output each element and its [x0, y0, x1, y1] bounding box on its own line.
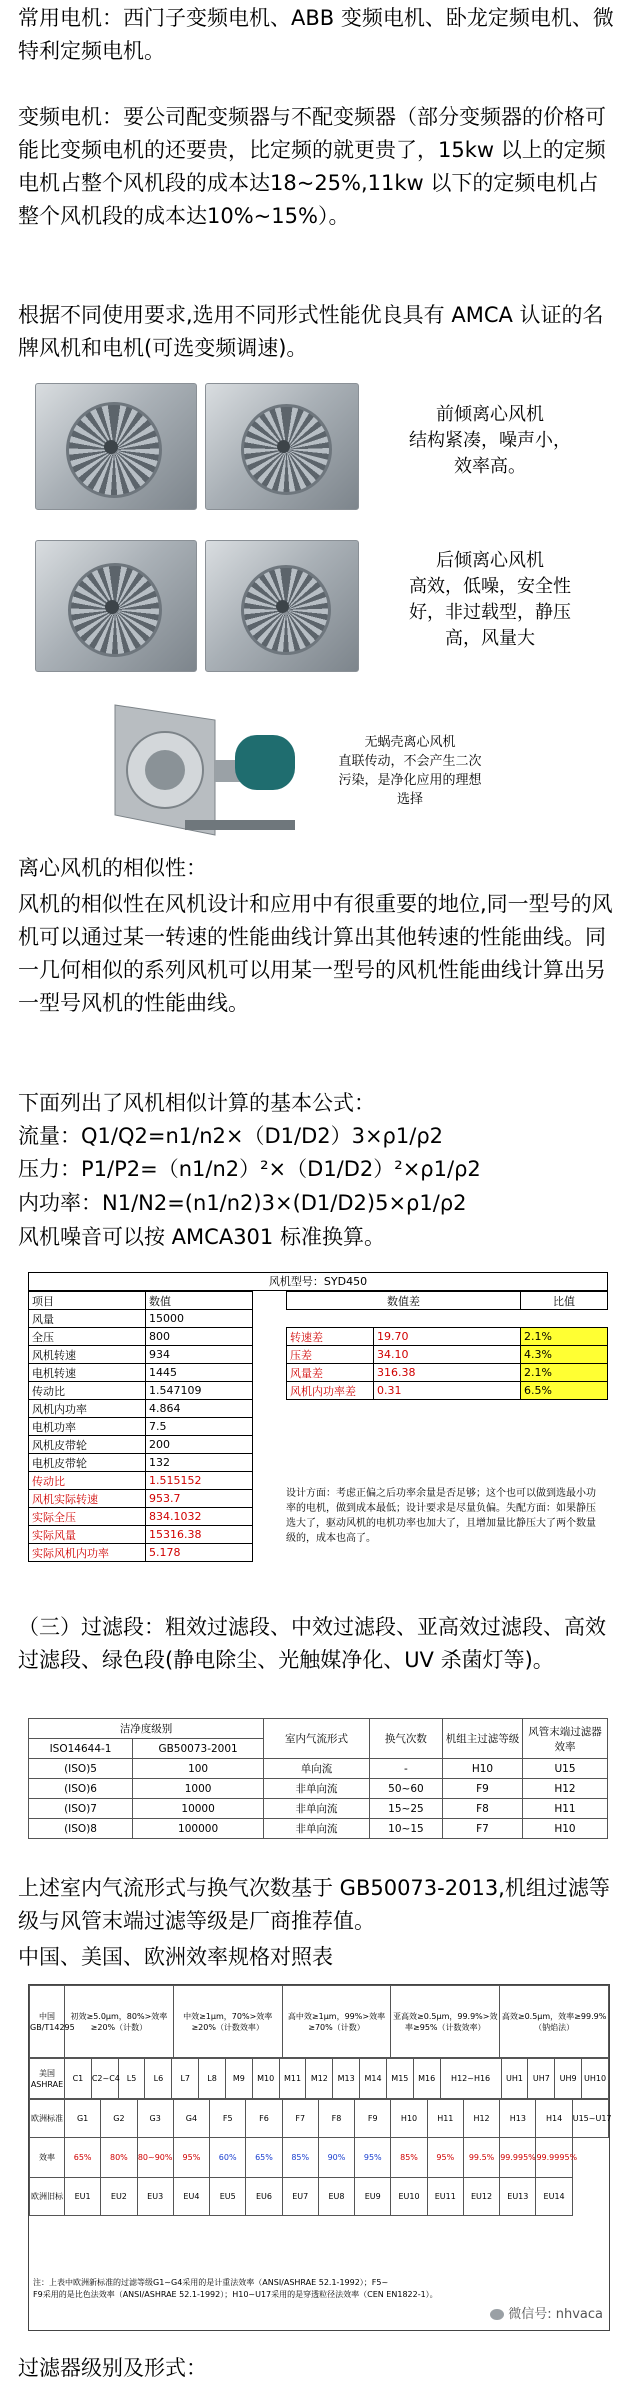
row-label: 风机转速 — [29, 1346, 146, 1364]
eu-cell: H10 — [391, 2100, 427, 2138]
row-value: 1445 — [146, 1364, 253, 1382]
eff-label: 效率 — [30, 2138, 65, 2178]
cell: F7 — [443, 1819, 523, 1839]
row-value: 1.547109 — [146, 1382, 253, 1400]
backward-fan-image-2 — [205, 540, 359, 672]
eu-cell: G4 — [173, 2100, 209, 2138]
diff-label: 压差 — [287, 1346, 374, 1364]
intro-motors: 常用电机：西门子变频电机、ABB 变频电机、卧龙定频电机、微特利定频电机。 — [18, 6, 614, 63]
backward-fan-desc-3: 高，风量大 — [445, 628, 535, 649]
noise-note: 风机噪音可以按 AMCA301 标准换算。 — [18, 1225, 385, 1249]
forward-fan-caption — [365, 402, 615, 480]
fan-values-table — [28, 1291, 253, 1562]
spacer — [287, 1310, 608, 1328]
row-value: 953.7 — [146, 1490, 253, 1508]
us-cell: L5 — [118, 2059, 145, 2099]
watermark-text: 微信号: nhvaca — [508, 2307, 603, 2322]
eurovent-cell: EU7 — [282, 2178, 318, 2216]
eu-cell: H13 — [500, 2100, 536, 2138]
intro-inverter: 变频电机：要公司配变频器与不配变频器（部分变频器的价格可能比变频电机的还要贵，比定频的就更贵了，15kw 以上的定频电机占整个风机段的成本达18~25%,11kw 以下的定频电机占整个风机段的成本达10%~15%）。 — [18, 105, 606, 228]
plug-fan-desc-3: 选择 — [396, 792, 423, 807]
cell: 非单向流 — [264, 1779, 370, 1799]
cell: 50~60 — [369, 1779, 442, 1799]
row-label: 电机功率 — [29, 1418, 146, 1436]
eff-cell: 85% — [391, 2138, 427, 2178]
similarity-heading: 离心风机的相似性： — [18, 856, 207, 880]
row-label: 风量 — [29, 1310, 146, 1328]
header-flow: 室内气流形式 — [264, 1719, 370, 1759]
cell: U15 — [523, 1759, 608, 1779]
eu-cell: F5 — [210, 2100, 246, 2138]
cell: 非单向流 — [264, 1799, 370, 1819]
header-grade: 洁净度级别 — [29, 1719, 264, 1739]
head-cell: 初效≥5.0μm，80%>效率≥20%（计数） — [65, 1986, 174, 2058]
header-diff: 数值差 — [287, 1292, 521, 1310]
backward-fan-caption — [365, 548, 615, 652]
row-label: 电机转速 — [29, 1364, 146, 1382]
eu-cell: G1 — [65, 2100, 101, 2138]
us-cell: M15 — [386, 2059, 413, 2099]
eu-cell: H12 — [463, 2100, 499, 2138]
forward-fan-image-2 — [205, 383, 359, 510]
eu-cell: U15~U17 — [572, 2100, 608, 2138]
us-cell: UH9 — [555, 2059, 582, 2099]
eff-cell: 85% — [282, 2138, 318, 2178]
eu-cell: F8 — [318, 2100, 354, 2138]
cell: H10 — [523, 1819, 608, 1839]
cell: 10000 — [133, 1799, 264, 1819]
cell: 单向流 — [264, 1759, 370, 1779]
row-value: 7.5 — [146, 1418, 253, 1436]
head-cell: 高中效≥1μm，99%>效率≥70%（计数） — [282, 1986, 391, 2058]
diff-label: 转速差 — [287, 1328, 374, 1346]
similarity-body: 风机的相似性在风机设计和应用中有很重要的地位,同一型号的风机可以通过某一转速的性能曲线计算出其他转速的性能曲线。同一几何相似的系列风机可以用某一型号的风机性能曲线计算出另一型号风机的性能曲线。 — [18, 892, 613, 1015]
cell: (ISO)6 — [29, 1779, 133, 1799]
eurovent-cell: EU1 — [65, 2178, 101, 2216]
standards-title: 中国、美国、欧洲效率规格对照表 — [18, 1945, 333, 1969]
forward-fan-desc-2: 效率高。 — [454, 456, 526, 477]
cell: 1000 — [133, 1779, 264, 1799]
footnote-line-1: 注：上表中欧洲新标准的过滤等级G1~G4采用的是计重法效率（ANSI/ASHRAE 52.1-1992）；F5~ — [33, 2278, 389, 2287]
cell: H11 — [523, 1799, 608, 1819]
eurovent-cell: EU5 — [210, 2178, 246, 2216]
cell: (ISO)8 — [29, 1819, 133, 1839]
eu-cell: F6 — [246, 2100, 282, 2138]
footnote-line-2: F9采用的是比色法效率（ANSI/ASHRAE 52.1-1992）；H10~U17采用的是穿透粒径法效率（CEN EN1822-1）。 — [33, 2290, 438, 2299]
cell: 100 — [133, 1759, 264, 1779]
us-label: 美国ASHRAE — [30, 2059, 65, 2099]
eff-cell: 95% — [427, 2138, 463, 2178]
fan-diff-table — [286, 1291, 608, 1400]
diff-value: 34.10 — [374, 1346, 521, 1364]
cell: 10~15 — [369, 1819, 442, 1839]
cell: H12 — [523, 1779, 608, 1799]
us-cell: M10 — [252, 2059, 279, 2099]
eurovent-cell: EU14 — [536, 2178, 572, 2216]
us-cell: UH1 — [501, 2059, 528, 2099]
us-cell: L8 — [199, 2059, 226, 2099]
header-terminal: 风管末端过滤器效率 — [523, 1719, 608, 1759]
row-label: 实际风机内功率 — [29, 1544, 146, 1562]
forward-fan-title: 前倾离心风机 — [436, 404, 544, 425]
cleanliness-table — [28, 1718, 608, 1839]
header-unit: 机组主过滤等级 — [443, 1719, 523, 1759]
eu-cell: G2 — [101, 2100, 137, 2138]
eurovent-cell: EU13 — [500, 2178, 536, 2216]
formula-intro: 下面列出了风机相似计算的基本公式： — [18, 1091, 375, 1115]
eu-cell: F9 — [355, 2100, 391, 2138]
eff-cell: 99.5% — [463, 2138, 499, 2178]
row-label: 传动比 — [29, 1472, 146, 1490]
header-iso: ISO14644-1 — [29, 1739, 133, 1759]
diff-ratio: 2.1% — [521, 1328, 608, 1346]
eu-cell: H14 — [536, 2100, 572, 2138]
row-value: 934 — [146, 1346, 253, 1364]
eff-cell: 80% — [101, 2138, 137, 2178]
wechat-watermark — [490, 2303, 603, 2322]
forward-fan-desc-1: 结构紧凑，噪声小， — [409, 430, 571, 451]
formula-flow: 流量：Q1/Q2=n1/n2×（D1/D2）3×ρ1/ρ2 — [18, 1124, 444, 1148]
us-cell: M16 — [413, 2059, 440, 2099]
us-cell: H12~H16 — [440, 2059, 501, 2099]
eurovent-label: 欧洲旧标 — [30, 2178, 65, 2216]
formula-power: 内功率：N1/N2=(n1/n2)3×(D1/D2)5×ρ1/ρ2 — [18, 1191, 467, 1215]
eff-cell: 99.9995% — [536, 2138, 572, 2178]
row-label: 实际全压 — [29, 1508, 146, 1526]
filter-level-heading: 过滤器级别及形式： — [18, 2356, 207, 2380]
fan-selection-table — [28, 1272, 608, 1617]
us-cell: M9 — [225, 2059, 252, 2099]
row-label: 实际风量 — [29, 1526, 146, 1544]
plug-fan-desc-1: 直联传动，不会产生二次 — [338, 754, 482, 769]
plug-fan-image — [95, 685, 310, 845]
cell: H10 — [443, 1759, 523, 1779]
backward-fan-title: 后倾离心风机 — [436, 550, 544, 571]
filter-section-text: （三）过滤段：粗效过滤段、中效过滤段、亚高效过滤段、高效过滤段、绿色段(静电除尘、光触媒净化、UV 杀菌灯等)。 — [18, 1615, 606, 1672]
head-cell: 高效≥0.5μm，效率≥99.9%（钠焰法） — [500, 1986, 609, 2058]
standards-footnote — [33, 2277, 438, 2301]
plug-fan-title: 无蜗壳离心风机 — [364, 735, 456, 750]
head-cell: 亚高效≥0.5μm，99.9%>效率≥95%（计数效率） — [391, 1986, 500, 2058]
row-value: 132 — [146, 1454, 253, 1472]
eu-label: 欧洲标准 — [30, 2100, 65, 2138]
forward-fan-image-1 — [35, 383, 197, 510]
header-value: 数值 — [146, 1292, 253, 1310]
backward-fan-desc-1: 高效，低噪，安全性 — [409, 576, 571, 597]
cell: (ISO)5 — [29, 1759, 133, 1779]
row-label: 风机皮带轮 — [29, 1436, 146, 1454]
row-label: 风机实际转速 — [29, 1490, 146, 1508]
header-gb: GB50073-2001 — [133, 1739, 264, 1759]
header-ach: 换气次数 — [369, 1719, 442, 1759]
header-item: 项目 — [29, 1292, 146, 1310]
us-cell: L7 — [172, 2059, 199, 2099]
eurovent-cell: EU4 — [173, 2178, 209, 2216]
after-table-note: 上述室内气流形式与换气次数基于 GB50073-2013,机组过滤等级与风管末端过滤等级是厂商推荐值。 — [18, 1876, 610, 1933]
head-cell: 中国GB/T14295 — [30, 1986, 65, 2058]
us-cell: C2~C4 — [91, 2059, 118, 2099]
eff-cell: 60% — [210, 2138, 246, 2178]
row-value: 200 — [146, 1436, 253, 1454]
backward-fan-desc-2: 好，非过载型，静压 — [409, 602, 571, 623]
cell: (ISO)7 — [29, 1799, 133, 1819]
eu-cell: G3 — [137, 2100, 173, 2138]
cell: F9 — [443, 1779, 523, 1799]
row-value: 15000 — [146, 1310, 253, 1328]
diff-label: 风机内功率差 — [287, 1382, 374, 1400]
eff-cell: 65% — [65, 2138, 101, 2178]
eurovent-cell: EU10 — [391, 2178, 427, 2216]
us-cell: UH7 — [528, 2059, 555, 2099]
row-label: 全压 — [29, 1328, 146, 1346]
diff-value: 19.70 — [374, 1328, 521, 1346]
eff-cell: 99.995% — [500, 2138, 536, 2178]
row-label: 风机内功率 — [29, 1400, 146, 1418]
row-label: 传动比 — [29, 1382, 146, 1400]
plug-fan-desc-2: 污染，是净化应用的理想 — [338, 773, 482, 788]
diff-value: 316.38 — [374, 1364, 521, 1382]
row-value: 834.1032 — [146, 1508, 253, 1526]
standards-table — [28, 1984, 610, 2331]
row-value: 800 — [146, 1328, 253, 1346]
us-cell: M13 — [333, 2059, 360, 2099]
eff-cell: 95% — [173, 2138, 209, 2178]
eurovent-cell: EU2 — [101, 2178, 137, 2216]
cell: 非单向流 — [264, 1819, 370, 1839]
us-cell: M14 — [360, 2059, 387, 2099]
us-cell: M11 — [279, 2059, 306, 2099]
backward-fan-image-1 — [35, 540, 197, 672]
eu-cell: F7 — [282, 2100, 318, 2138]
header-ratio: 比值 — [521, 1292, 608, 1310]
eff-cell: 80~90% — [137, 2138, 173, 2178]
row-label: 电机皮带轮 — [29, 1454, 146, 1472]
cell: F8 — [443, 1799, 523, 1819]
fan-model: 风机型号：SYD450 — [28, 1272, 608, 1291]
eurovent-cell: EU3 — [137, 2178, 173, 2216]
diff-ratio: 4.3% — [521, 1346, 608, 1364]
us-cell: M12 — [306, 2059, 333, 2099]
head-cell: 中效≥1μm，70%>效率≥20%（计数效率） — [173, 1986, 282, 2058]
plug-fan-caption — [310, 733, 510, 809]
us-cell: L6 — [145, 2059, 172, 2099]
row-value: 4.864 — [146, 1400, 253, 1418]
eff-cell: 90% — [318, 2138, 354, 2178]
us-cell: C1 — [65, 2059, 92, 2099]
fan-design-note: 设计方面：考虑正偏之后功率余量是否足够；这个也可以做到选最小功率的电机，做到成本最低；设计要求是尽量负偏。失配方面：如果静压选大了，驱动风机的电机功率也加大了，且增加量比静压大了两个数量级的，成本也高了。 — [286, 1488, 596, 1544]
eff-cell: 65% — [246, 2138, 282, 2178]
formula-pressure: 压力：P1/P2=（n1/n2）²×（D1/D2）²×ρ1/ρ2 — [18, 1157, 481, 1181]
cell: - — [369, 1759, 442, 1779]
eu-cell: H11 — [427, 2100, 463, 2138]
row-value: 15316.38 — [146, 1526, 253, 1544]
eurovent-cell: EU11 — [427, 2178, 463, 2216]
diff-label: 风量差 — [287, 1364, 374, 1382]
cell: 100000 — [133, 1819, 264, 1839]
eurovent-cell: EU9 — [355, 2178, 391, 2216]
us-cell: UH10 — [582, 2059, 609, 2099]
diff-value: 0.31 — [374, 1382, 521, 1400]
intro-amca: 根据不同使用要求,选用不同形式性能优良具有 AMCA 认证的名牌风机和电机(可选变频调速)。 — [18, 303, 604, 360]
eurovent-cell: EU6 — [246, 2178, 282, 2216]
cell: 15~25 — [369, 1799, 442, 1819]
wechat-icon — [490, 2309, 504, 2320]
eurovent-cell: EU12 — [463, 2178, 499, 2216]
eurovent-cell: EU8 — [318, 2178, 354, 2216]
diff-ratio: 2.1% — [521, 1364, 608, 1382]
row-value: 1.515152 — [146, 1472, 253, 1490]
diff-ratio: 6.5% — [521, 1382, 608, 1400]
row-value: 5.178 — [146, 1544, 253, 1562]
eff-cell: 95% — [355, 2138, 391, 2178]
